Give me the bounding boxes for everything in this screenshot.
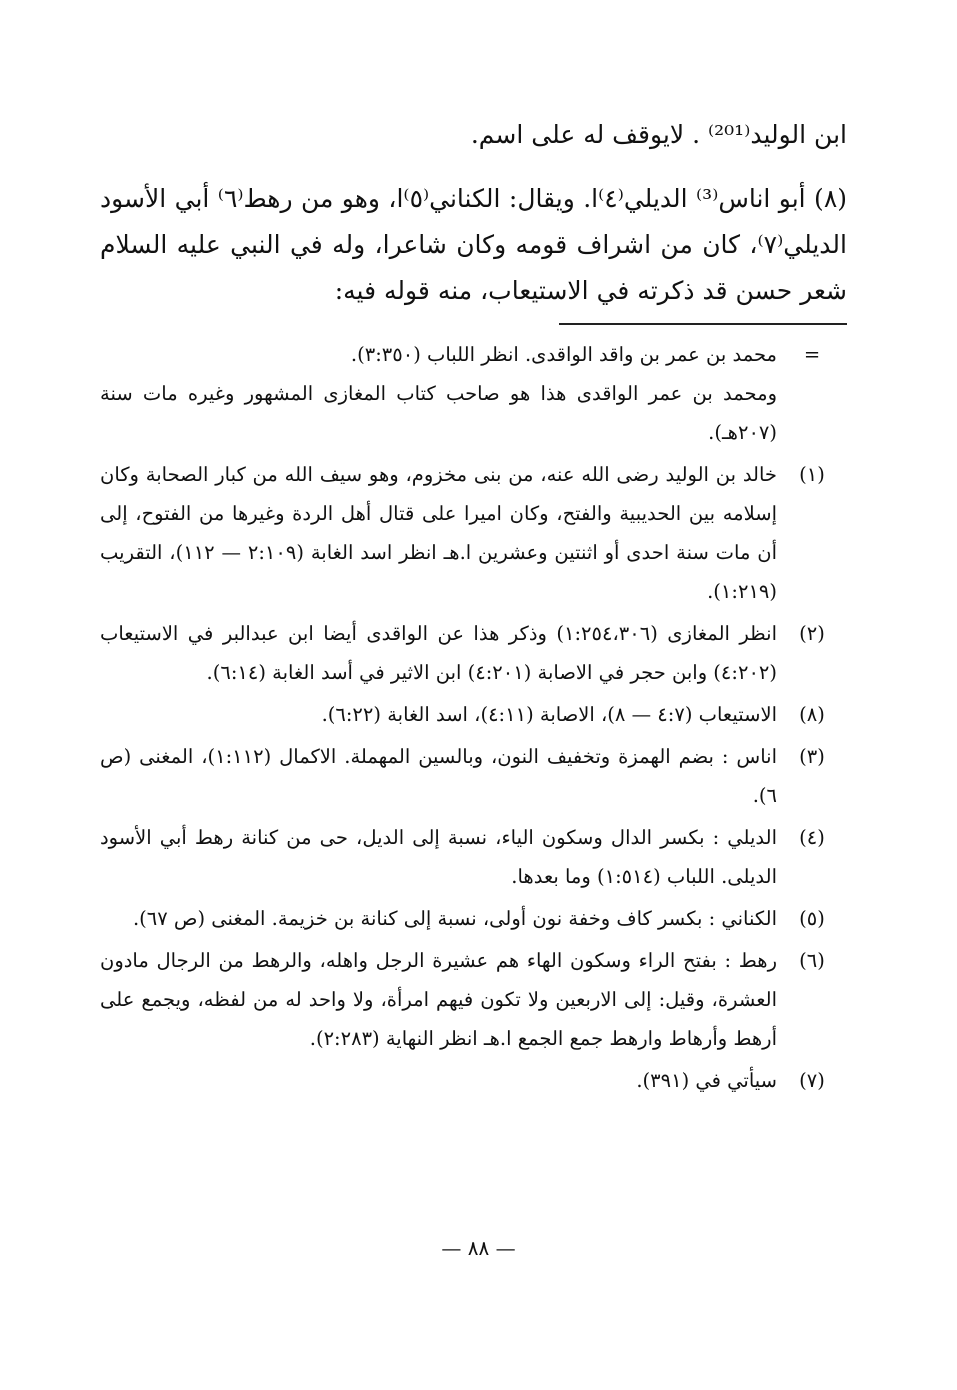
footnote-line: سيأتي في (٣٩١). — [636, 1069, 777, 1092]
footnote-marker: (٧) — [799, 1069, 825, 1092]
footnote-text — [100, 818, 777, 896]
footnote-text — [100, 614, 777, 692]
footnote-marker: (٤) — [799, 826, 825, 849]
footnote-line: محمد بن عمر بن واقد الواقدى. انظر اللباب (٣:٣٥٠). — [350, 343, 777, 366]
footnote — [100, 818, 847, 896]
page-number: — ٨٨ — — [441, 1236, 516, 1260]
footnote-marker: = — [803, 343, 821, 366]
footnote — [100, 737, 847, 815]
main-text — [100, 112, 847, 314]
footnote-text — [100, 899, 777, 938]
footnote-line: انظر المغازى (١:٢٥٤،٣٠٦) وذكر هذا عن الواقدى أيضا ابن عبدالبر في الاستيعاب (٤:٢٠٢) وابن حجر في الاصابة (٤:٢٠١) ابن الاثير في أسد الغابة (٦:١٤). — [100, 622, 777, 684]
footnote — [100, 695, 847, 734]
footnotes — [100, 335, 847, 1103]
footnote-line: خالد بن الوليد رضى الله عنه، من بنى مخزوم، وهو سيف الله من كبار الصحابة وكان إسلامه بين الحديبية والفتح، وكان اميرا على قتال أهل الردة وغيرها من الفتوح، إلى أن مات سنة احدى أو اثنتين وعشرين ا.هـ انظر اسد الغابة (٢:١٠٩ — ١١٢)، التقريب (١:٢١٩). — [100, 463, 778, 603]
footnote-line: اناس : بضم الهمزة وتخفيف النون، وبالسين المهملة. الاكمال (١:١١٢)، المغنى (ص ٦). — [100, 745, 777, 807]
footnote-marker: (٥) — [799, 907, 825, 930]
footnote — [100, 335, 847, 452]
footnote — [100, 455, 847, 611]
footnote-line: ومحمد بن عمر الواقدى هذا هو صاحب كتاب المغازى المشهور وغيره مات سنة (٢٠٧هـ). — [100, 382, 777, 444]
footnote-divider — [559, 323, 847, 325]
footnote-line: الكناني : بكسر كاف وخفة نون أولى، نسبة إلى كنانة بن خزيمة. المغنى (ص ٦٧). — [132, 907, 777, 930]
footnote-line: رهط : بفتح الراء وسكون الهاء هم عشيرة الرجل واهله، والرهط من الرجال مادون العشرة، وقيل: إلى الاربعين ولا تكون فيهم امرأة، ولا واحد له من لفظه، ويجمع على أرهط وأرهاط وارهط جمع الجمع ا.هـ انظر النهاية (٢:٢٨٣). — [100, 949, 777, 1050]
footnote — [100, 1061, 847, 1100]
footnote-text — [100, 1061, 777, 1100]
footnote-text — [100, 455, 777, 611]
footnote-marker: (٢) — [799, 622, 825, 645]
main-text-paragraph-2: (٨) أبو اناس⁽³⁾ الديلي⁽٤⁾ا. ويقال: الكناني⁽٥⁾ا، وهو من رهط⁽٦⁾ أبي الأسود الديلي⁽٧⁾، كان من اشراف قومه وكان شاعرا، وله في النبي عليه السلام شعر حسن قد ذكرته في الاستيعاب، منه قوله فيه: — [100, 184, 848, 305]
footnote-marker: (٣) — [799, 745, 825, 768]
footnote-line: الاستيعاب (٤:٧ — ٨)، الاصابة (٤:١١)، اسد الغابة (٦:٢٢). — [321, 703, 777, 726]
footnote-marker: (١) — [799, 463, 825, 486]
footnote-text — [100, 941, 777, 1058]
footnote — [100, 941, 847, 1058]
footnote — [100, 614, 847, 692]
footnote — [100, 899, 847, 938]
footnote-marker: (٨) — [799, 703, 825, 726]
footnote-line: الديلي : بكسر الدال وسكون الياء، نسبة إلى الديل، حى من كنانة رهط أبي الأسود الديلى. اللباب (١:٥١٤) وما بعدها. — [100, 826, 777, 888]
footnote-marker: (٦) — [799, 949, 825, 972]
footnote-text — [100, 335, 777, 452]
footnote-text — [100, 737, 777, 815]
footnote-text — [100, 695, 777, 734]
main-text-line-1: ابن الوليد⁽²⁰¹⁾ . لايوقف له على اسم. — [470, 120, 847, 149]
